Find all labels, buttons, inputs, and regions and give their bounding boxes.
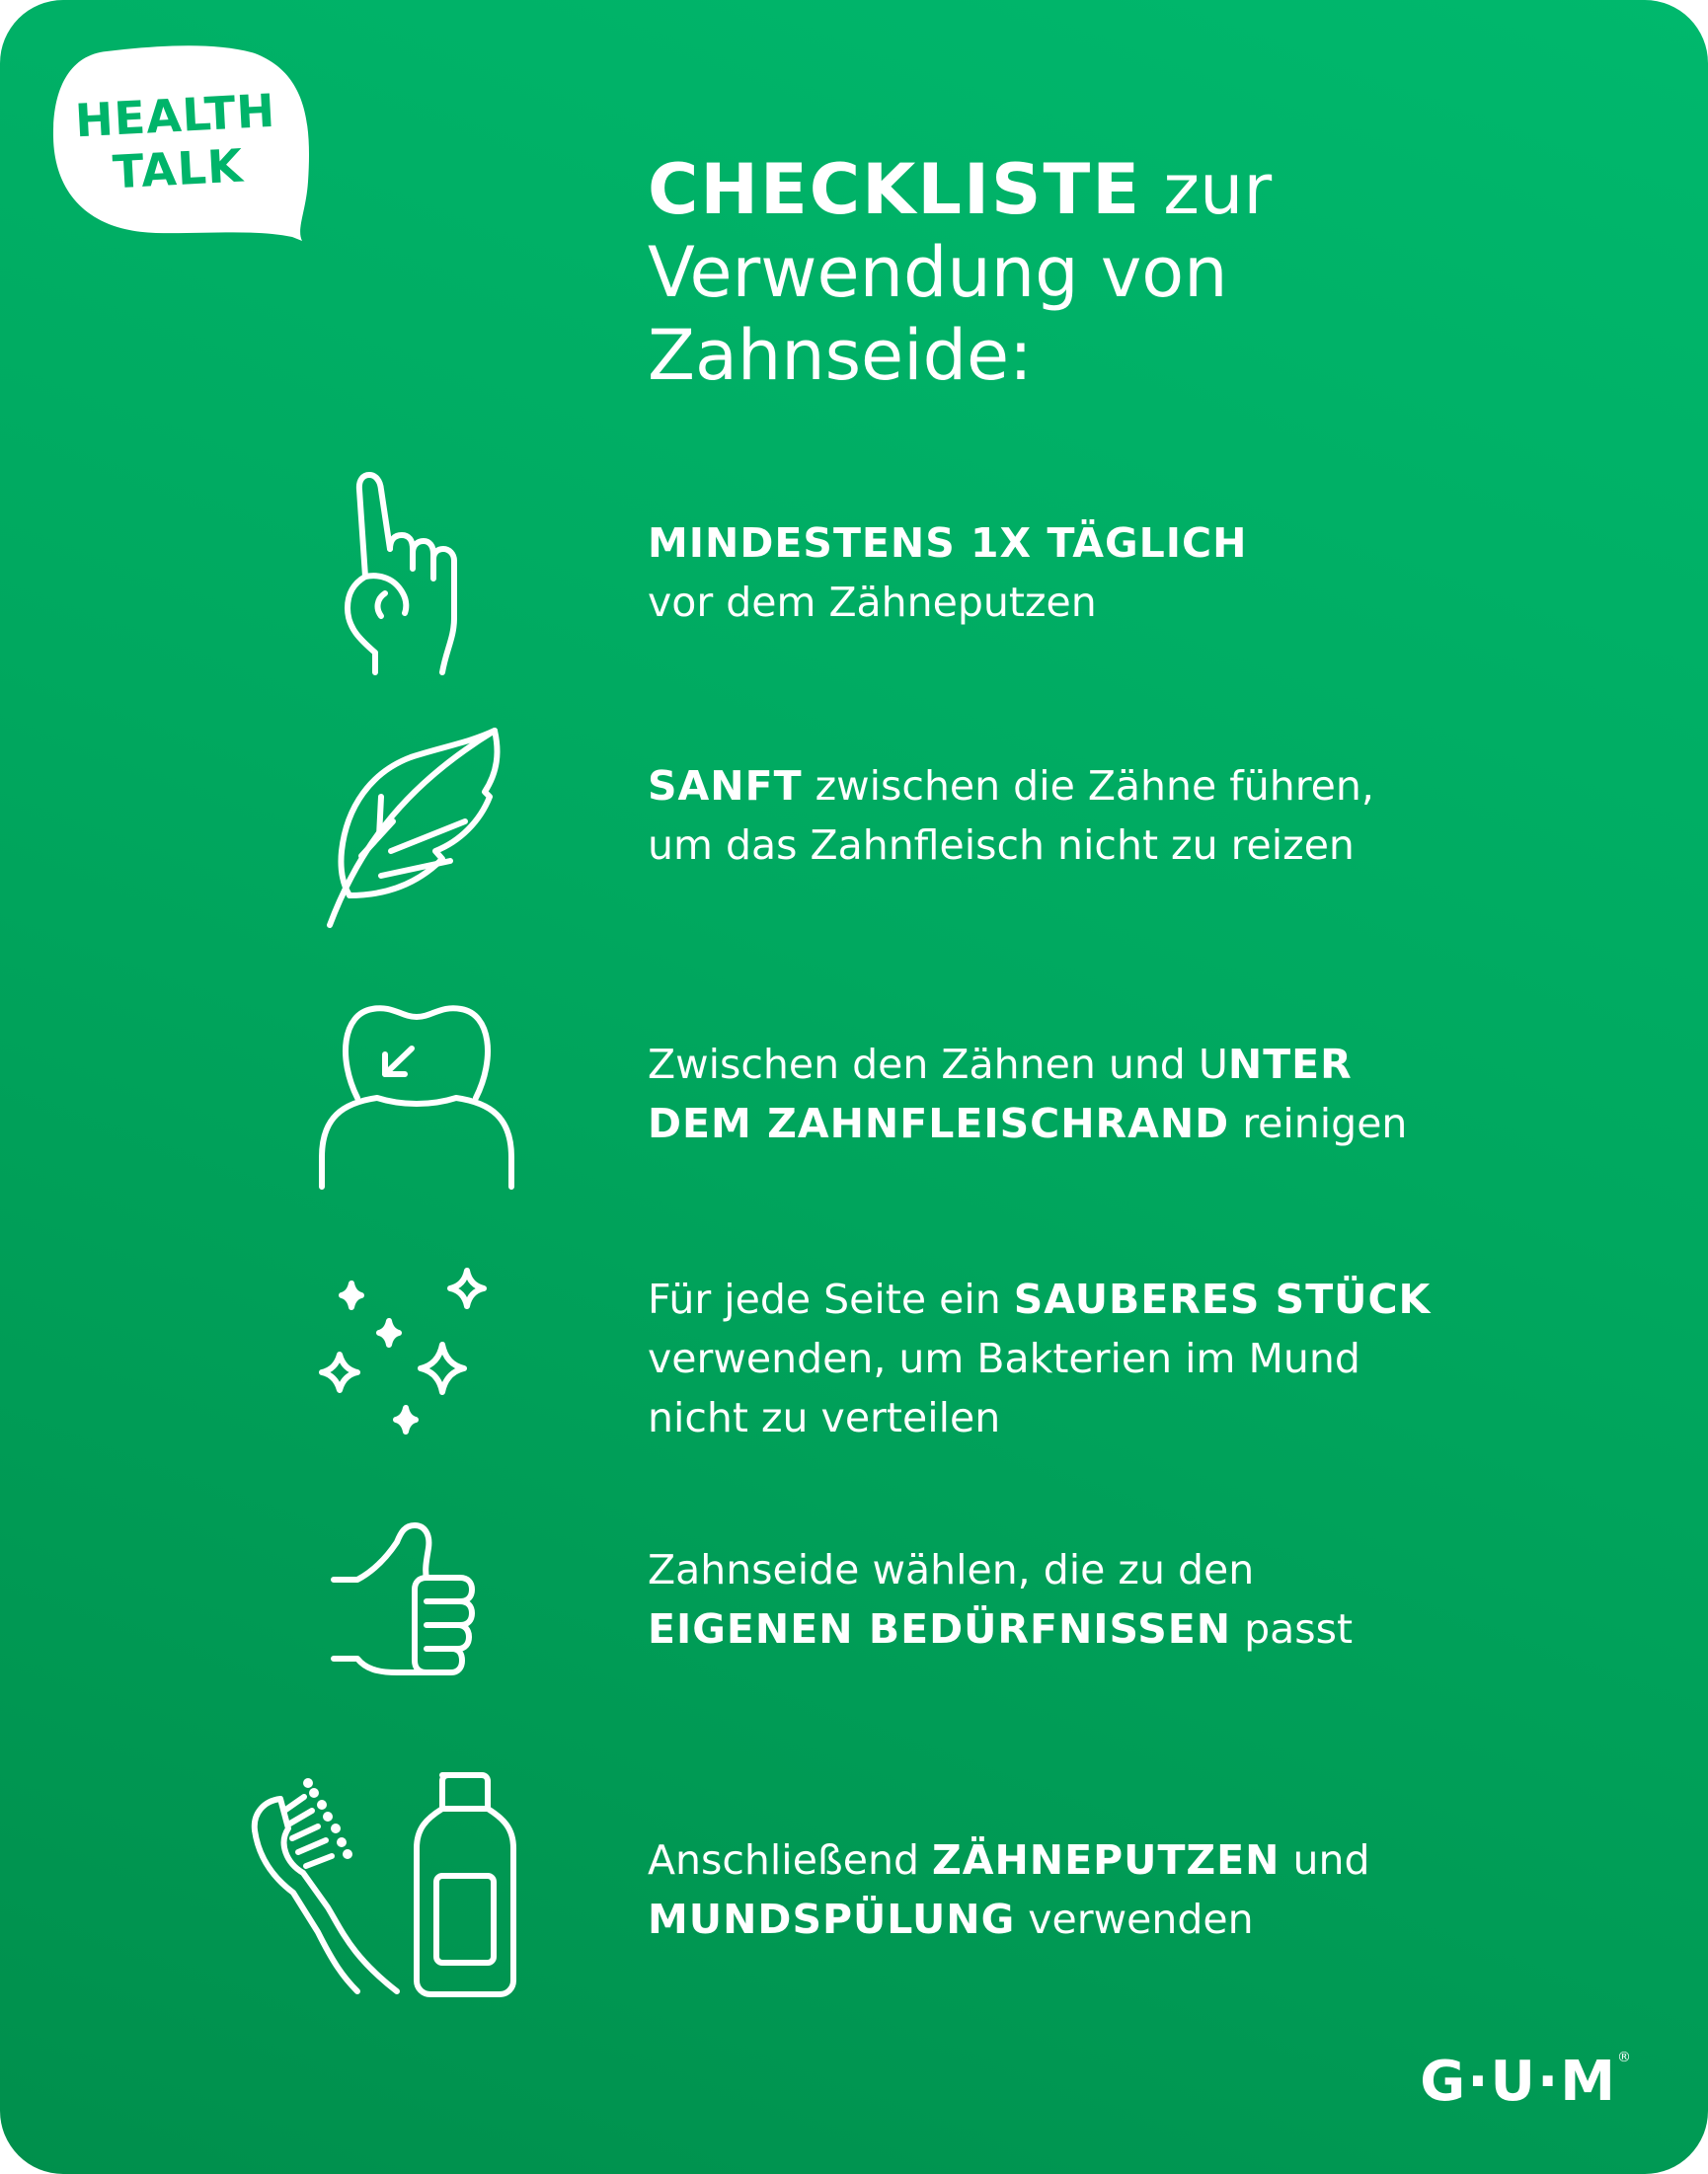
item-6-line-2 [648, 1890, 1635, 1949]
item-6-bold-a: ZÄHNEPUTZEN [932, 1836, 1281, 1884]
item-5-line-2 [648, 1599, 1635, 1659]
item-6-text-c: verwenden [1015, 1896, 1254, 1943]
feather-icon [322, 723, 509, 930]
checklist-item-4 [648, 1270, 1635, 1447]
title-line-3: Zahnseide: [648, 315, 1033, 396]
checklist-item-6 [648, 1830, 1635, 1949]
item-4-text-b: verwenden, um Bakterien im Mund [648, 1335, 1360, 1382]
page-title [648, 148, 1536, 397]
item-1-line-1 [648, 513, 1635, 573]
tooth-gum-icon [318, 999, 515, 1191]
item-4-bold: SAUBERES STÜCK [1013, 1276, 1432, 1323]
badge-text [44, 82, 308, 202]
item-6-text-a: Anschließend [648, 1836, 933, 1884]
item-6-line-1 [648, 1830, 1635, 1890]
toothbrush-mouthwash-icon [249, 1769, 535, 2000]
item-6-bold-b: MUNDSPÜLUNG [648, 1896, 1016, 1943]
checklist-item-2 [648, 756, 1635, 875]
item-3-bold-a: NTER [1227, 1041, 1353, 1088]
item-4-text-c: nicht zu verteilen [648, 1394, 1001, 1441]
sparkles-icon [314, 1266, 492, 1443]
badge-line-2: TALK [111, 138, 245, 199]
item-3-text-b: reinigen [1229, 1100, 1408, 1147]
title-rest: zur [1141, 149, 1273, 230]
item-2-text-a: zwischen die Zähne führen, [802, 762, 1374, 810]
checklist-item-5 [648, 1540, 1635, 1659]
item-5-bold: EIGENEN BEDÜRFNISSEN [648, 1605, 1232, 1653]
item-3-text-a: Zwischen den Zähnen und U [648, 1041, 1228, 1088]
item-3-line-2 [648, 1094, 1635, 1153]
item-4-line-2 [648, 1329, 1635, 1388]
item-6-text-b: und [1280, 1836, 1370, 1884]
item-3-bold-b: DEM ZAHNFLEISCHRAND [648, 1100, 1230, 1147]
checklist-item-3 [648, 1035, 1635, 1153]
item-5-text-a: Zahnseide wählen, die zu den [648, 1546, 1255, 1593]
item-1-bold: MINDESTENS 1X TÄGLICH [648, 519, 1248, 567]
logo-mark: ® [1617, 2050, 1633, 2065]
item-4-line-3 [648, 1388, 1635, 1447]
item-1-line-2 [648, 573, 1635, 632]
pointing-finger-icon [336, 470, 484, 677]
gum-logo [1420, 2050, 1633, 2114]
item-2-line-1 [648, 756, 1635, 815]
health-talk-badge [47, 43, 324, 251]
checklist-item-1 [648, 513, 1635, 632]
badge-line-1: HEALTH [73, 83, 277, 148]
item-3-line-1 [648, 1035, 1635, 1094]
item-1-text: vor dem Zähneputzen [648, 579, 1097, 626]
item-2-text-b: um das Zahnfleisch nicht zu reizen [648, 821, 1355, 869]
title-bold: CHECKLISTE [648, 149, 1142, 230]
item-2-line-2 [648, 815, 1635, 875]
item-5-text-b: passt [1231, 1605, 1354, 1653]
item-2-bold: SANFT [648, 762, 803, 810]
title-line-2: Verwendung von [648, 232, 1228, 313]
logo-text: G·U·M [1420, 2050, 1617, 2114]
item-4-text-a: Für jede Seite ein [648, 1276, 1014, 1323]
thumbs-up-icon [328, 1520, 486, 1678]
item-4-line-1 [648, 1270, 1635, 1329]
item-5-line-1 [648, 1540, 1635, 1599]
